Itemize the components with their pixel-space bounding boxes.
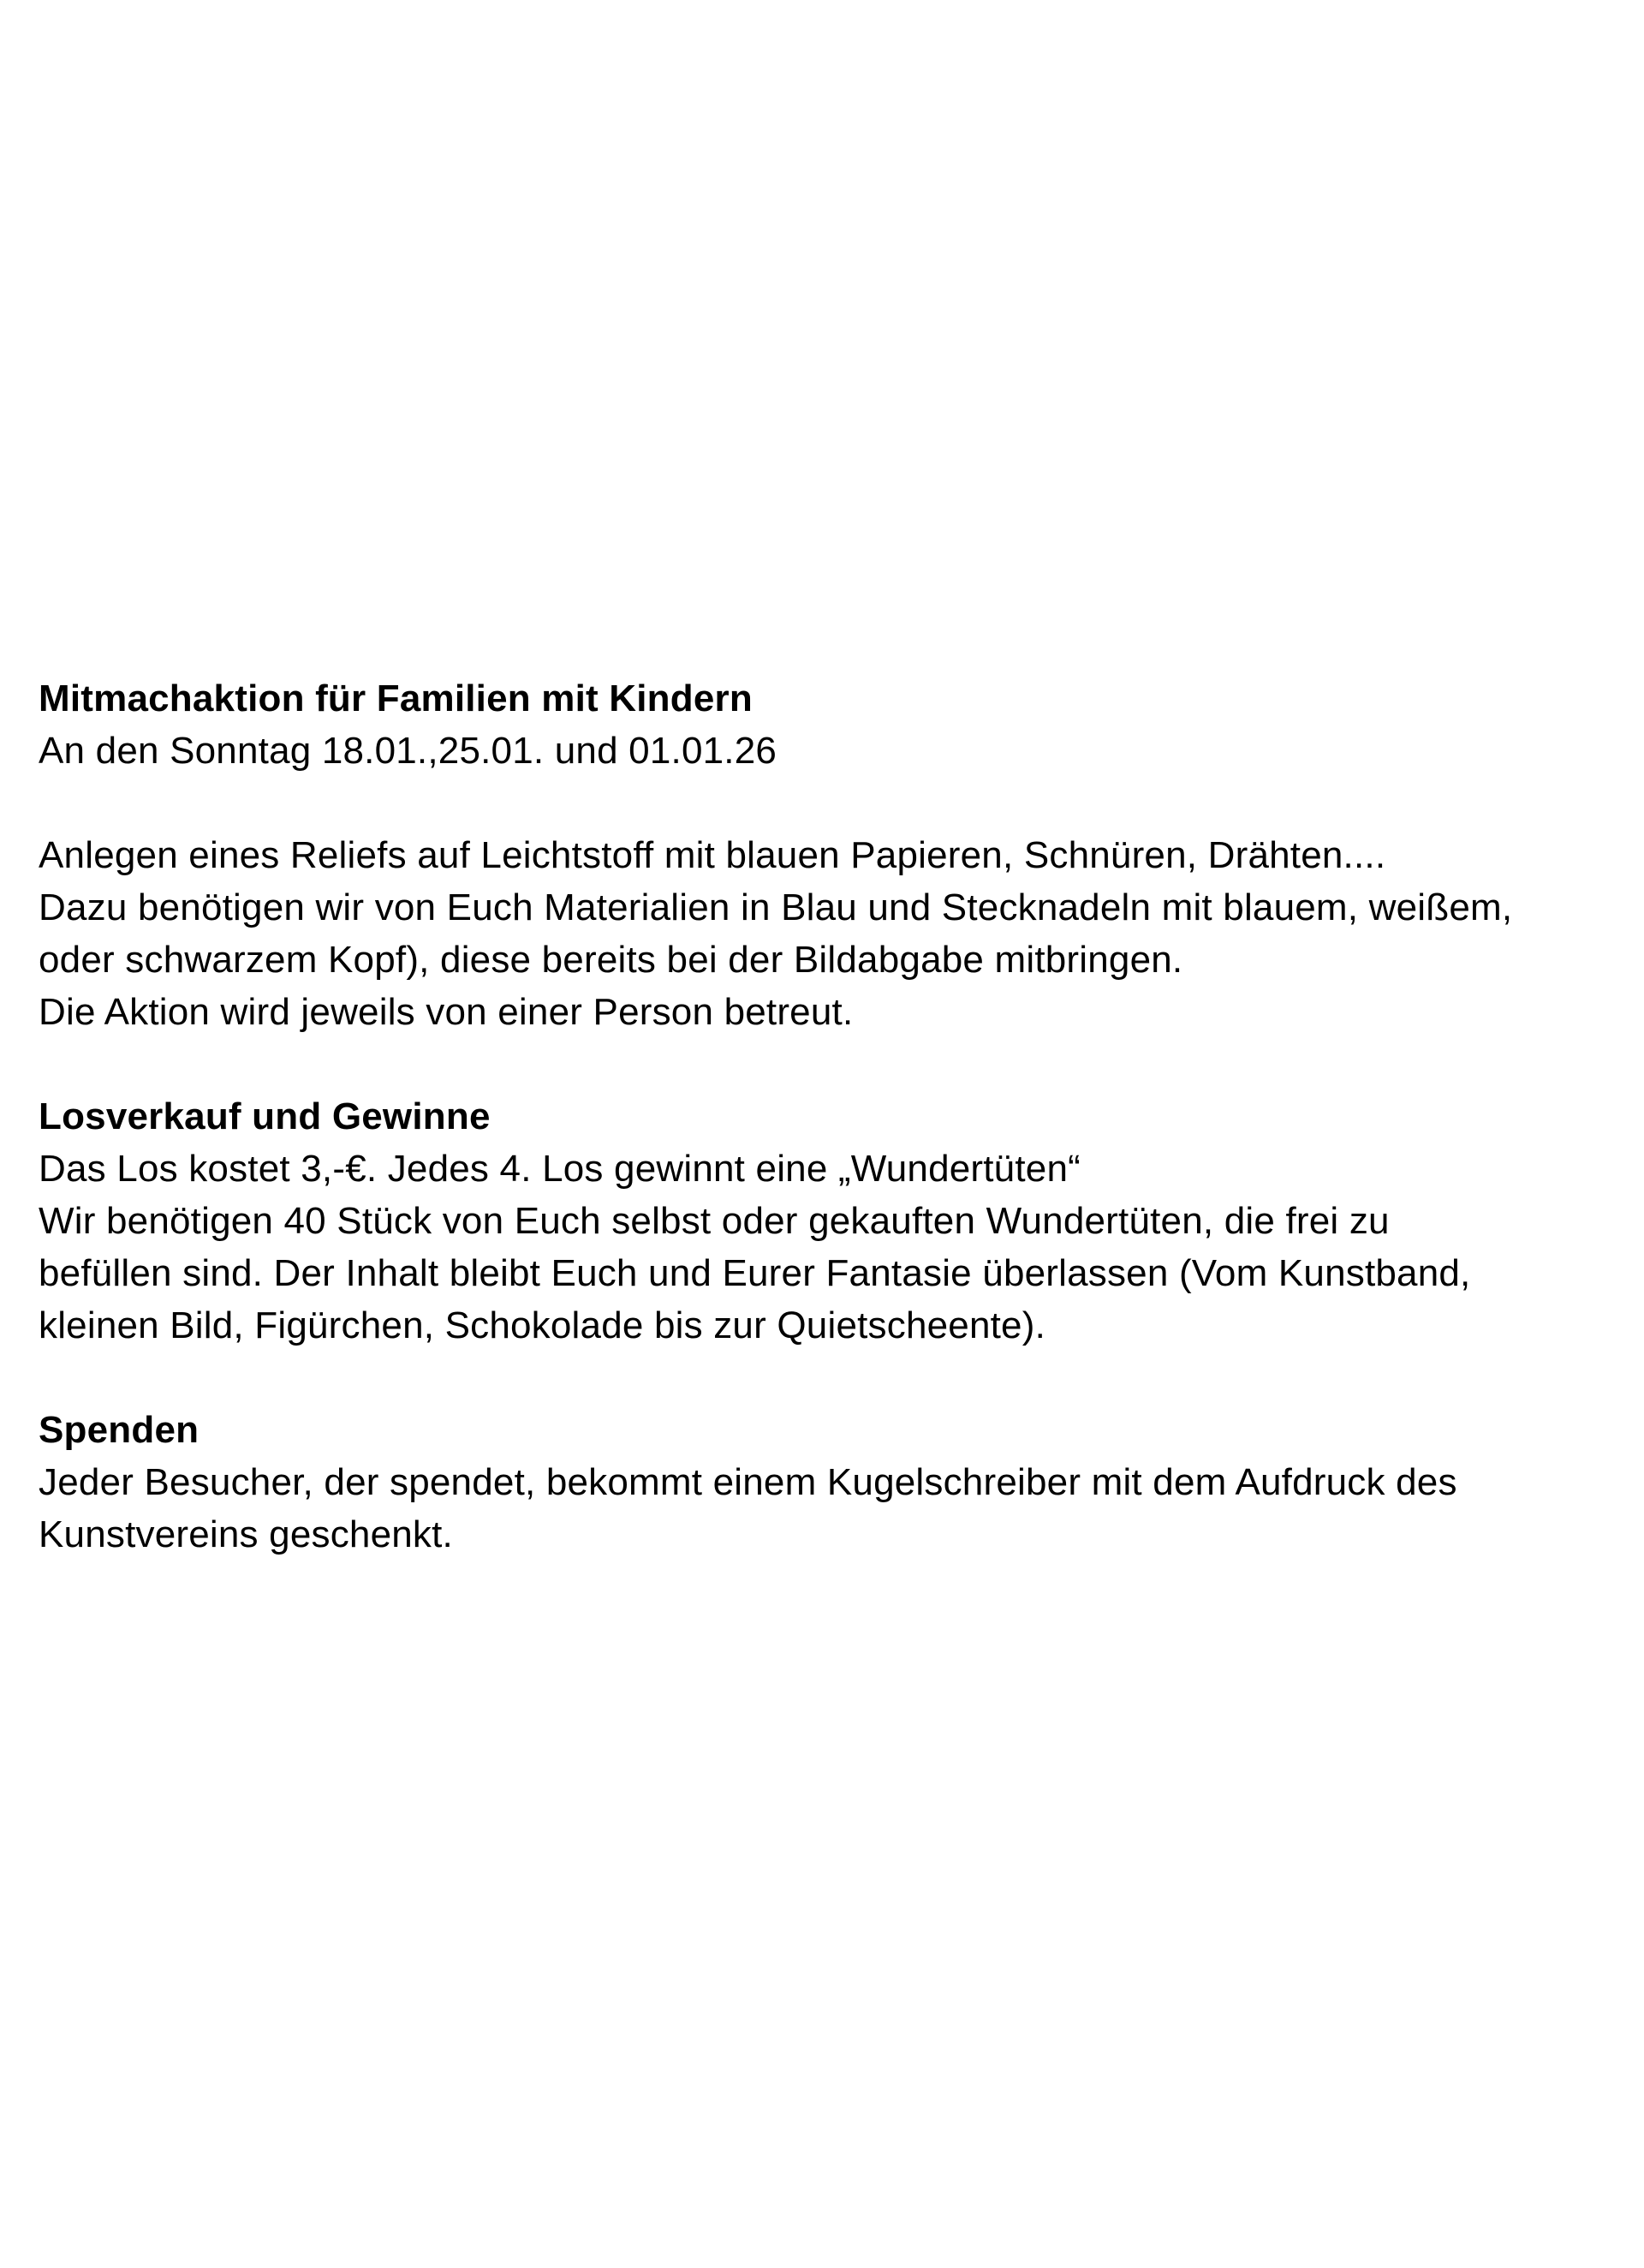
text-line: An den Sonntag 18.01.,25.01. und 01.01.26	[39, 730, 777, 772]
text-line: Anlegen eines Reliefs auf Leichtstoff mit blauen Papieren, Schnüren, Drähten....	[39, 834, 1386, 876]
text-line: oder schwarzem Kopf), diese bereits bei der Bildabgabe mitbringen.	[39, 939, 1183, 981]
section-losverkauf	[39, 1090, 1635, 1352]
text-line: Die Aktion wird jeweils von einer Person betreut.	[39, 991, 854, 1033]
section-heading-mitmachaktion: Mitmachaktion für Familien mit Kindern	[39, 677, 753, 719]
document-text-block	[39, 672, 1635, 1561]
text-line: Jeder Besucher, der spendet, bekommt einem Kugelschreiber mit dem Aufdruck des	[39, 1461, 1457, 1503]
text-line: Das Los kostet 3,-€. Jedes 4. Los gewinnt eine „Wundertüten“	[39, 1148, 1081, 1190]
text-line: Kunstvereins geschenkt.	[39, 1513, 453, 1555]
text-line: kleinen Bild, Figürchen, Schokolade bis zur Quietscheente).	[39, 1304, 1045, 1346]
text-line: befüllen sind. Der Inhalt bleibt Euch und Eurer Fantasie überlassen (Vom Kunstband,	[39, 1252, 1471, 1294]
section-anlegen	[39, 829, 1635, 1038]
section-heading-spenden: Spenden	[39, 1409, 200, 1451]
text-line: Dazu benötigen wir von Euch Materialien in Blau und Stecknadeln mit blauem, weißem,	[39, 886, 1513, 928]
section-mitmachaktion	[39, 672, 1635, 777]
section-heading-losverkauf: Losverkauf und Gewinne	[39, 1095, 491, 1137]
text-line: Wir benötigen 40 Stück von Euch selbst oder gekauften Wundertüten, die frei zu	[39, 1200, 1390, 1242]
section-spenden	[39, 1404, 1635, 1561]
